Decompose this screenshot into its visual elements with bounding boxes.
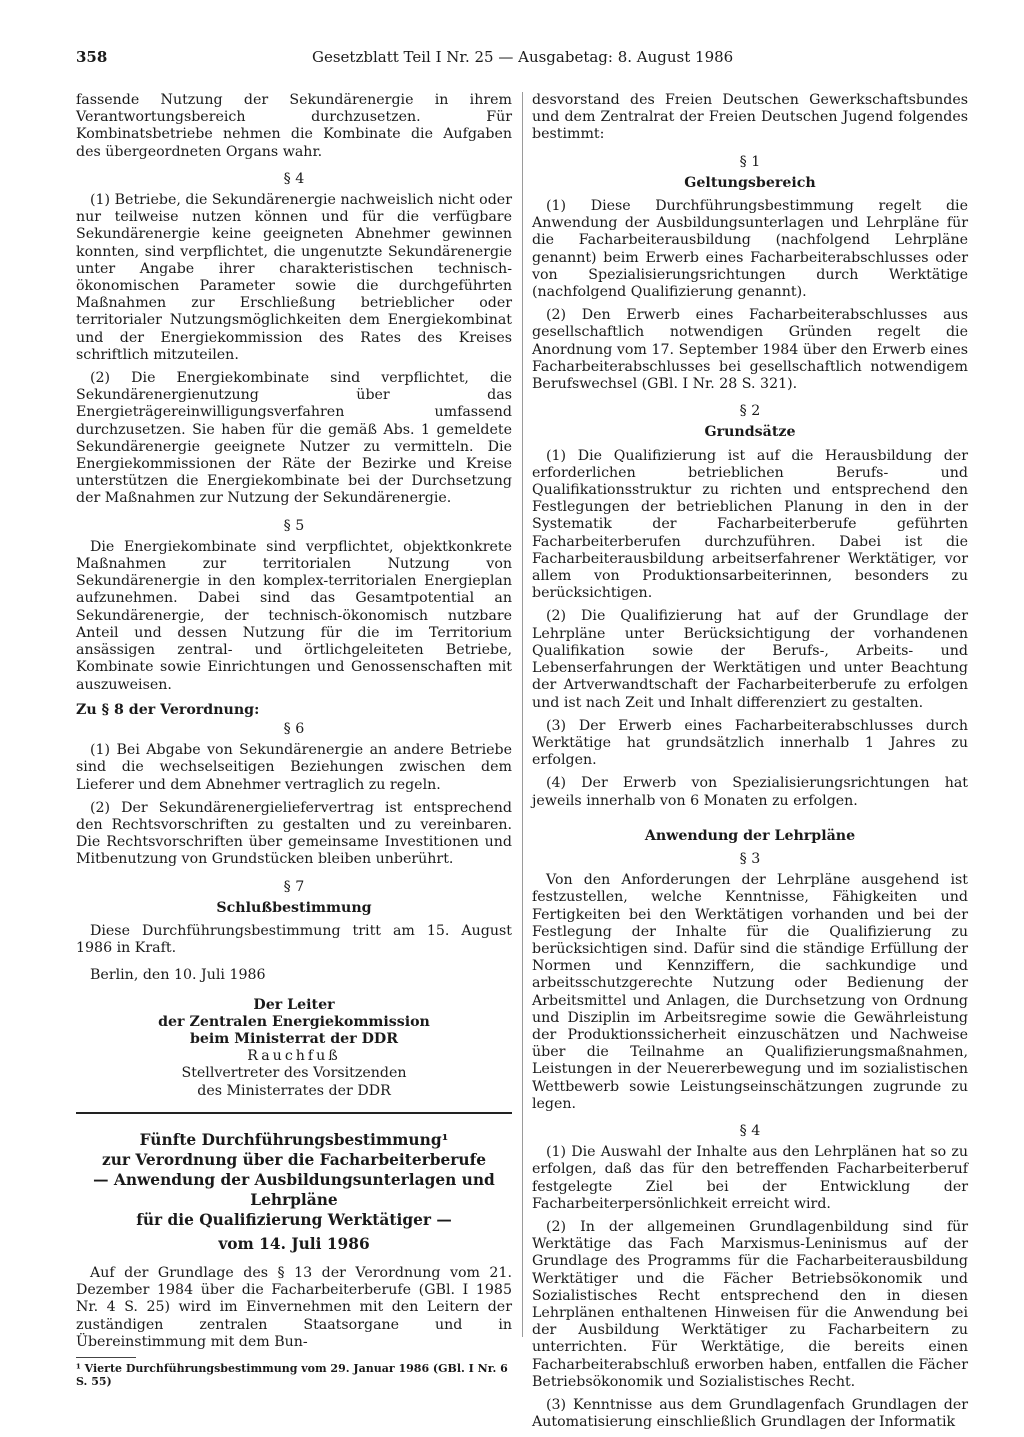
page-number: 358 bbox=[76, 48, 108, 66]
title-line: — Anwendung der Ausbildungsunterlagen und Lehrpläne bbox=[93, 1170, 495, 1209]
section-title: Anwendung der Lehrpläne bbox=[644, 827, 856, 844]
title-line: Fünfte Durchführungsbestimmung¹ bbox=[139, 1130, 449, 1149]
paragraph: (2) Die Qualifizierung hat auf der Grundlage der Lehrpläne unter Berücksichtigung der vorhandenen Qualifikation sowie der Berufs-, Arbeits- und Lebenserfahrungen der Werktätigen und unter Beachtung der Artverwandtschaft der Facharbeiterberufe zu erfolgen und ist nach Zeit und Inhalt differenziert zu gestalten. bbox=[532, 608, 968, 711]
paragraph: (1) Diese Durchführungsbestimmung regelt die Anwendung der Ausbildungsunterlagen und Lehrpläne für die Facharbeiterausbildung (nachfolgend Lehrpläne genannt) beim Erwerb eines Facharbeiterabschlusses oder von Spezialisierungsrichtungen durch Werktätige (nachfolgend Qualifizierung genannt). bbox=[532, 198, 968, 301]
title-line: für die Qualifizierung Werktätiger — bbox=[136, 1210, 452, 1229]
paragraph: desvorstand des Freien Deutschen Gewerkschaftsbundes und dem Zentralrat der Freien Deutschen Jugend folgendes bestimmt: bbox=[532, 92, 968, 143]
paragraph: Diese Durchführungsbestimmung tritt am 15. August 1986 in Kraft. bbox=[76, 922, 512, 957]
paragraph: (1) Die Qualifizierung ist auf die Herausbildung der erforderlichen betrieblichen Berufs- und Qualifikationsstruktur zu richten und entsprechend den Festlegungen der betrieblichen Planung in den in der Systematik der Facharbeiterberufe geführten Facharbeiterberufen durchzuführen. Dabei ist die Facharbeiterausbildung arbeitserfahrener Werktätiger, vor allem von Produktionsarbeiterinnen, besonders zu berücksichtigen. bbox=[532, 447, 968, 602]
signature-line: beim Ministerrat der DDR bbox=[189, 1030, 399, 1047]
page-header bbox=[76, 48, 968, 70]
section-heading: § 6 bbox=[283, 720, 305, 737]
footnote-rule bbox=[76, 1357, 136, 1358]
right-column bbox=[532, 92, 968, 1437]
signature-line: der Zentralen Energiekommission bbox=[158, 1013, 430, 1030]
paragraph: (3) Kenntnisse aus dem Grundlagenfach Grundlagen der Automatisierung einschließlich Grundlagen der Informatik bbox=[532, 1397, 968, 1431]
place-date: Berlin, den 10. Juli 1986 bbox=[90, 967, 266, 984]
paragraph: (1) Die Auswahl der Inhalte aus den Lehrplänen hat so zu erfolgen, daß das für den betreffenden Facharbeiterberuf festgelegte Ziel bei der Entwicklung der Facharbeiterpersönlichkeit erreicht wird. bbox=[532, 1144, 968, 1212]
section-heading: § 3 bbox=[739, 850, 761, 867]
section-title: Geltungsbereich bbox=[684, 174, 816, 191]
section-heading: § 1 bbox=[739, 153, 761, 170]
paragraph: fassende Nutzung der Sekundärenergie in ihrem Verantwortungsbereich durchzusetzen. Für Kombinatsbetriebe nehmen die Kombinate die Aufgaben des übergeordneten Organs wahr. bbox=[76, 92, 512, 160]
paragraph: (2) In der allgemeinen Grundlagenbildung sind für Werktätige das Fach Marxismus-Leninismus auf der Grundlage des Programms für die Facharbeiterausbildung Werktätiger und die Fächer Betriebsökonomik und Sozialistisches Recht entsprechend den in diesen Lehrplänen enthaltenen Hinweisen für die Anwendung bei der Ausbildung Werktätiger zu Facharbeitern zu unterrichten. Für Werktätige, die bereits einen Facharbeiterabschluß erworben haben, entfallen die Fächer Betriebsökonomik und Sozialistisches Recht. bbox=[532, 1218, 968, 1390]
paragraph: (4) Der Erwerb von Spezialisierungsrichtungen hat jeweils innerhalb von 6 Monaten zu erfolgen. bbox=[532, 775, 968, 809]
subheading: Zu § 8 der Verordnung: bbox=[76, 701, 260, 718]
signature-line: Stellvertreter des Vorsitzenden bbox=[181, 1065, 407, 1082]
section-heading: § 4 bbox=[283, 170, 305, 187]
signatory-name: Rauchfuß bbox=[247, 1048, 341, 1065]
signature-line: des Ministerrates der DDR bbox=[197, 1082, 391, 1099]
paragraph: Die Energiekombinate sind verpflichtet, objektkonkrete Maßnahmen zur territorialen Nutzung von Sekundärenergie in den komplex-territorialen Energieplan aufzunehmen. Dabei sind das Gesamtpotential an Sekundärenergie, der technisch-ökonomisch nutzbare Anteil und dessen Nutzung für die im Territorium ansässigen zentral- und örtlichgeleiteten Betriebe, Kombinate sowie Einrichtungen und Genossenschaften mit auszuweisen. bbox=[76, 538, 512, 693]
signature-block bbox=[76, 997, 512, 1100]
regulation-date: vom 14. Juli 1986 bbox=[218, 1234, 370, 1253]
paragraph: (1) Bei Abgabe von Sekundärenergie an andere Betriebe sind die wechselseitigen Beziehungen zwischen dem Lieferer und dem Abnehmer vertraglich zu regeln. bbox=[76, 742, 512, 793]
paragraph: (2) Die Energiekombinate sind verpflichtet, die Sekundärenergienutzung über das Energieträgereinwilligungsverfahren umfassend durchzusetzen. Sie haben für die gemäß Abs. 1 gemeldete Sekundärenergie geeignete Nutzer zu vermitteln. Die Energiekommissionen der Räte der Bezirke und Kreise unterstützen die Energiekombinate bei der Durchsetzung der Maßnahmen zur Nutzung der Sekundärenergie. bbox=[76, 370, 512, 507]
paragraph: Auf der Grundlage des § 13 der Verordnung vom 21. Dezember 1984 über die Facharbeiterberufe (GBl. I 1985 Nr. 4 S. 25) wird im Einvernehmen mit den Leitern der zuständigen zentralen Staatsorgane und in Übereinstimmung mit dem Bun- bbox=[76, 1264, 512, 1350]
column-divider bbox=[522, 92, 523, 1337]
section-title: Grundsätze bbox=[704, 424, 796, 441]
paragraph: (1) Betriebe, die Sekundärenergie nachweislich nicht oder nur teilweise nutzen können und für die verfügbare Sekundärenergie keine geeigneten Abnehmer gewinnen konnten, sind verpflichtet, die ungenutzte Sekundärenergie unter Angabe ihrer charakteristischen technisch-ökonomischen Parameter sowie die durchgeführten Maßnahmen zur Erschließung betrieblicher oder territorialer Nutzungsmöglichkeiten dem Energiekombinat und der Energiekommission des Rates des Kreises schriftlich mitzuteilen. bbox=[76, 192, 512, 363]
paragraph: (2) Der Sekundärenergieliefervertrag ist entsprechend den Rechtsvorschriften zu gestalten und zu vereinbaren. Die Rechtsvorschriften über gemeinsame Investitionen und Mitbenutzung von Grundstücken bleiben unberührt. bbox=[76, 799, 512, 868]
signature-line: Der Leiter bbox=[253, 996, 335, 1013]
footnote: ¹ Vierte Durchführungsbestimmung vom 29. Januar 1986 (GBl. I Nr. 6 S. 55) bbox=[76, 1361, 508, 1388]
running-title: Gesetzblatt Teil I Nr. 25 — Ausgabetag: 8. August 1986 bbox=[312, 48, 734, 66]
section-heading: § 2 bbox=[739, 403, 761, 420]
paragraph: Von den Anforderungen der Lehrpläne ausgehend ist festzustellen, welche Kenntnisse, Fähigkeiten und Fertigkeiten bei den Werktätigen vorhanden und bei der Festlegung der Inhalte für die Qualifizierung zu berücksichtigen sind. Dafür sind die ständige Erfüllung der Normen und Kennziffern, die sachkundige und arbeitsschutzgerechte Nutzung oder Bedienung der Arbeitsmittel und Anlagen, die Durchsetzung von Ordnung und Disziplin im Arbeitsregime sowie die Gewährleistung der Produktionssicherheit einzuschätzen und Nachweise über die Teilnahme an Qualifizierungsmaßnahmen, Leistungen in der Neuererbewegung und im sozialistischen Wettbewerb sowie Leistungseinschätzungen zugrunde zu legen. bbox=[532, 872, 968, 1112]
paragraph: (2) Den Erwerb eines Facharbeiterabschlusses aus gesellschaftlich notwendigen Gründen regelt die Anordnung vom 17. September 1984 über den Erwerb eines Facharbeiterabschlusses bei gesellschaftlich notwendigem Berufswechsel (GBl. I Nr. 28 S. 321). bbox=[532, 307, 968, 393]
left-column bbox=[76, 92, 512, 1388]
section-heading: § 4 bbox=[739, 1122, 761, 1139]
title-line: zur Verordnung über die Facharbeiterberufe bbox=[102, 1150, 486, 1169]
section-divider bbox=[76, 1112, 512, 1114]
section-heading: § 7 bbox=[283, 878, 305, 895]
regulation-title bbox=[76, 1130, 512, 1230]
section-heading: § 5 bbox=[283, 517, 305, 534]
paragraph: (3) Der Erwerb eines Facharbeiterabschlusses durch Werktätige hat grundsätzlich innerhalb 1 Jahres zu erfolgen. bbox=[532, 717, 968, 769]
section-title: Schlußbestimmung bbox=[216, 899, 372, 916]
